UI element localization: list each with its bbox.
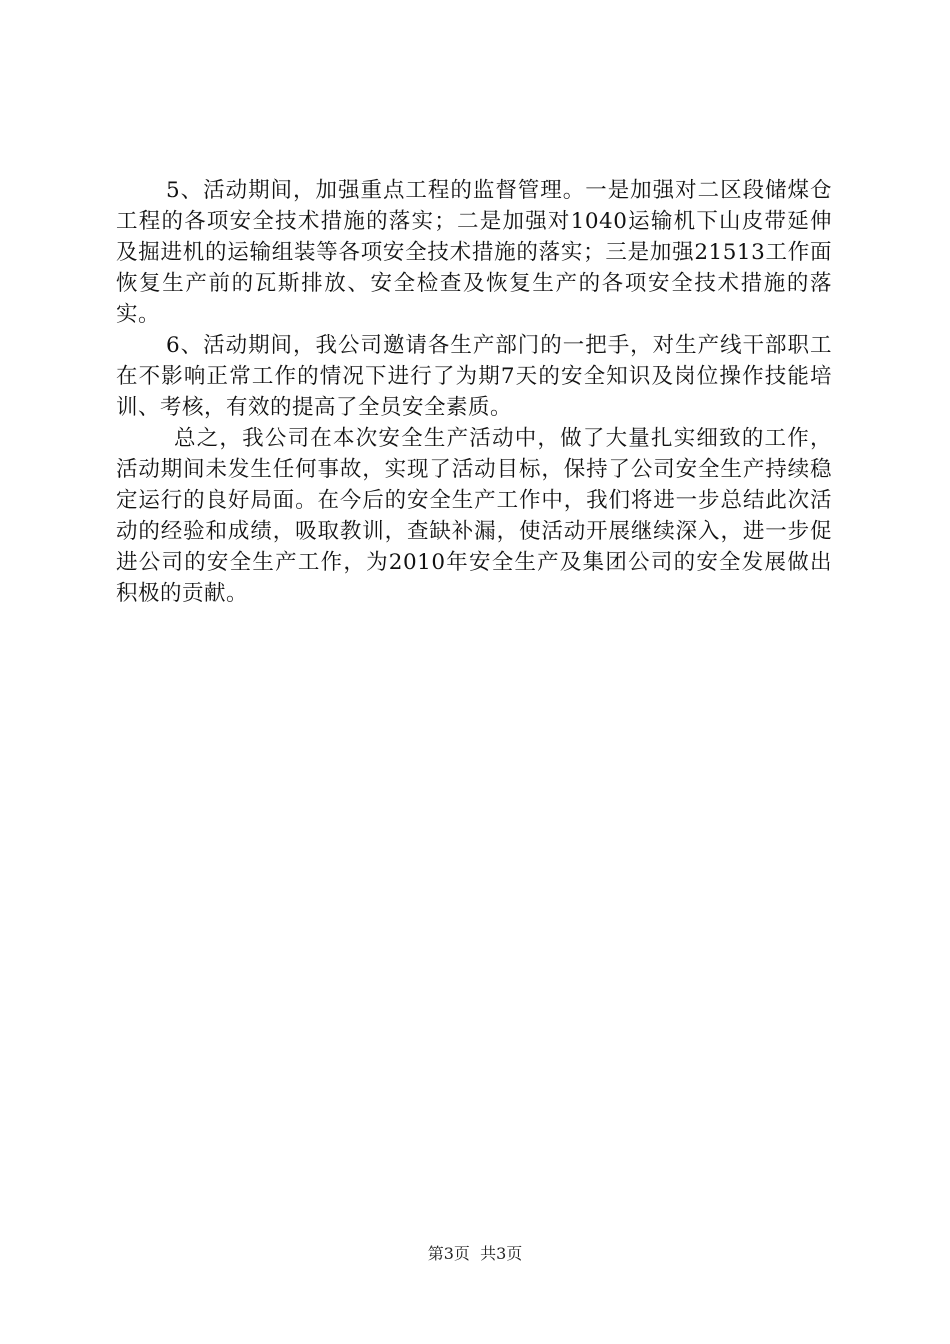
paragraph-summary: 总之，我公司在本次安全生产活动中，做了大量扎实细致的工作，活动期间未发生任何事故，实现了活动目标，保持了公司安全生产持续稳定运行的良好局面。在今后的安全生产工作中，我们将进一步总结此次活动的经验和成绩，吸取教训，查缺补漏，使活动开展继续深入，进一步促进公司的安全生产工作，为2010年安全生产及集团公司的安全发展做出积极的贡献。 (116, 426, 832, 606)
document-body (116, 175, 832, 609)
page-footer (0, 1244, 950, 1264)
paragraph-item-5: 5、活动期间，加强重点工程的监督管理。一是加强对二区段储煤仓工程的各项安全技术措施的落实；二是加强对1040运输机下山皮带延伸及掘进机的运输组装等各项安全技术措施的落实；三是加强21513工作面恢复生产前的瓦斯排放、安全检查及恢复生产的各项安全技术措施的落实。 (116, 178, 832, 327)
page-number-label: 第3页 共3页 (427, 1244, 523, 1263)
paragraph-item-6: 6、活动期间，我公司邀请各生产部门的一把手，对生产线干部职工在不影响正常工作的情况下进行了为期7天的安全知识及岗位操作技能培训、考核，有效的提高了全员安全素质。 (116, 333, 832, 420)
